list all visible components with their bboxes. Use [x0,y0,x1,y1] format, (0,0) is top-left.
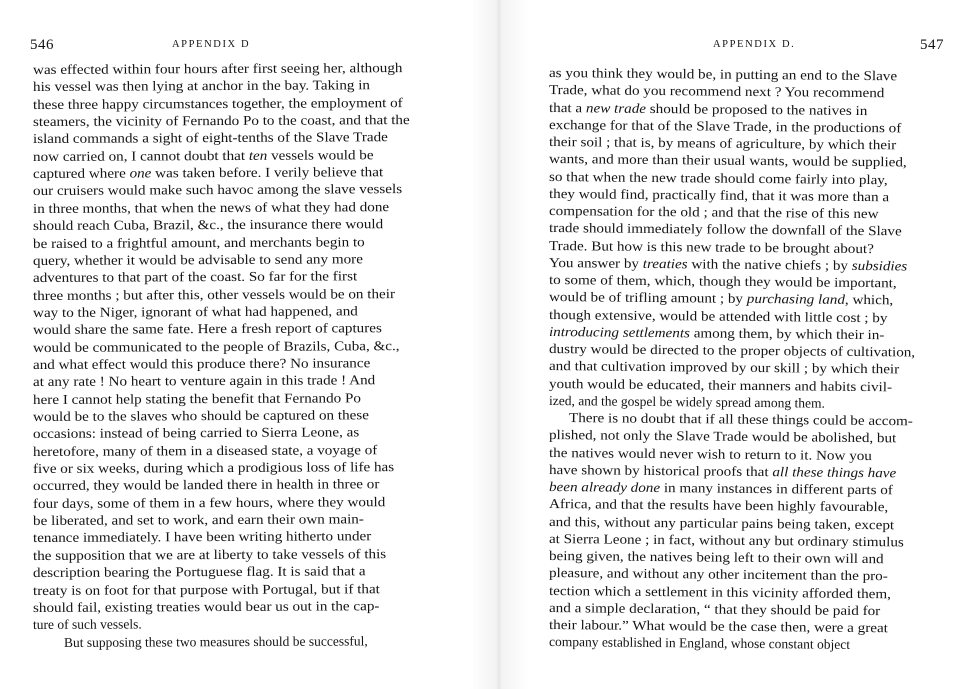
text-line: that a new trade should be proposed to the natives in [548,99,868,118]
text-line: youth would be educated, their manners and habits civil- [548,375,893,394]
text-line: There is no doubt that if all these things could be accom- [568,410,913,429]
text-line: would be of trifling amount ; by purchasing land, which, [548,289,894,308]
text-line: to some of them, which, though they would be important, [548,272,897,291]
text-line: wants, and more than their usual wants, would be supplied, [548,151,907,170]
text-line: be liberated, and set to work, and earn their own main- [32,511,364,529]
text-line: as you think they would be, in putting an end to the Slave [548,65,898,84]
text-line: way to the Niger, ignorant of what had happened, and [32,303,358,320]
text-line: ture of such vessels. [32,616,142,633]
text-line: You answer by treaties with the native chiefs ; by subsidies [548,254,908,274]
text-line: should fail, existing treaties would bear us out in the cap- [32,598,380,615]
text-line: adventures to that part of the coast. So far for the first [32,268,358,286]
text-line: would be communicated to the people of Brazils, Cuba, &c., [32,337,400,355]
text-line: would be to the slaves who should be captured on these [32,407,369,424]
text-line: these three happy circumstances together, the employment of [32,94,403,112]
text-line: five or six weeks, during which a prodigious loss of life has [32,459,395,477]
text-line: compensation for the old ; and that the rise of this new [548,203,879,222]
text-line: Trade. But how is this new trade to be brought about? [548,237,874,256]
text-line: tection which a settlement in this vicinity afforded them, [548,582,892,601]
text-line: in three months, that when the news of what they had done [32,198,390,216]
text-line: and a simple declaration, “ that they should be paid for [548,599,881,618]
text-line: now carried on, I cannot doubt that ten vessels would be [32,146,374,164]
page-number: 546 [30,37,54,53]
text-line: four days, some of them in a few hours, where they would [32,493,386,511]
text-line: they would find, practically find, that it was more than a [548,185,890,205]
text-line: captured where one was taken before. I verily believe that [32,164,384,182]
text-line: introducing settlements among them, by which their in- [548,323,885,342]
text-line: steamers, the vicinity of Fernando Po to the coast, and that the [32,112,410,130]
text-line: exchange for that of the Slave Trade, in the productions of [548,116,902,136]
text-line: Trade, what do you recommend next ? You recommend [548,82,885,101]
text-line: have shown by historical proofs that all these things have [548,461,897,481]
text-line: though extensive, would be attended with little cost ; by [548,306,888,325]
text-line: island commands a sight of eight-tenths of the Slave Trade [32,129,388,147]
text-line: the supposition that we are at liberty to take vessels of this [32,545,387,563]
left-page [0,0,470,689]
page-number: 547 [920,37,944,53]
text-line: being given, the natives being left to their own will and [548,548,884,567]
text-line: and what effect would this produce there? No insurance [32,355,371,372]
text-line: occurred, they would be landed there in health in three or [32,476,380,494]
text-line: description bearing the Portuguese flag. It is said that a [32,563,366,581]
text-line: and this, without any particular pains being taken, except [548,513,895,532]
text-line: plished, not only the Slave Trade would be abolished, but [548,427,897,446]
text-line: here I cannot help stating the benefit that Fernando Po [32,389,361,407]
text-line: ized, and the gospel be widely spread among them. [548,392,825,411]
text-line: But supposing these two measures should be successful, [63,632,368,650]
text-line: be raised to a frightful amount, and merchants begin to [32,233,365,251]
text-line: at Sierra Leone ; in fact, without any but ordinary stimulus [548,530,904,550]
text-line: and that cultivation improved by our skill ; by which their [548,358,900,377]
text-line: company established in England, whose constant object [548,634,851,653]
text-line: trade should immediately follow the downfall of the Slave [548,220,902,239]
text-line: three months ; but after this, other vessels would be on their [32,285,396,303]
text-line: Africa, and that the results have been highly favourable, [548,496,889,515]
text-line: his vessel was then lying at anchor in the bay. Taking in [32,77,371,95]
text-line: the natives would never wish to return to it. Now you [548,444,872,463]
text-line: their soil ; that is, by means of agriculture, by which their [548,134,897,153]
text-line: tenance immediately. I have been writing hitherto under [32,528,372,546]
text-line: been already done in many instances in different parts of [548,479,893,498]
text-line: query, whether it would be advisable to send any more [32,251,363,268]
right-page [528,0,980,689]
text-line: so that when the new trade should come fairly into play, [548,168,888,187]
text-line: should reach Cuba, Brazil, &c., the insurance there would [32,216,384,234]
text-line: occasions: instead of being carried to Sierra Leone, as [32,424,360,442]
text-line: treaty is on foot for that purpose with Portugal, but if that [32,580,380,598]
text-line: was effected within four hours after first seeing her, although [32,60,403,77]
text-line: their labour.” What would be the case then, were a great [548,617,889,636]
text-line: dustry would be directed to the proper objects of cultivation, [548,341,916,360]
running-head: APPENDIX D [172,39,251,50]
text-line: our cruisers would make such havoc among the slave vessels [32,181,403,199]
book-gutter [470,0,528,689]
text-line: pleasure, and without any other incitement than the pro- [548,565,888,584]
text-line: at any rate ! No heart to venture again in this trade ! And [32,372,376,390]
text-line: heretofore, many of them in a diseased state, a voyage of [32,441,378,459]
running-head: APPENDIX D. [713,39,796,50]
text-line: would share the same fate. Here a fresh report of captures [32,320,382,338]
